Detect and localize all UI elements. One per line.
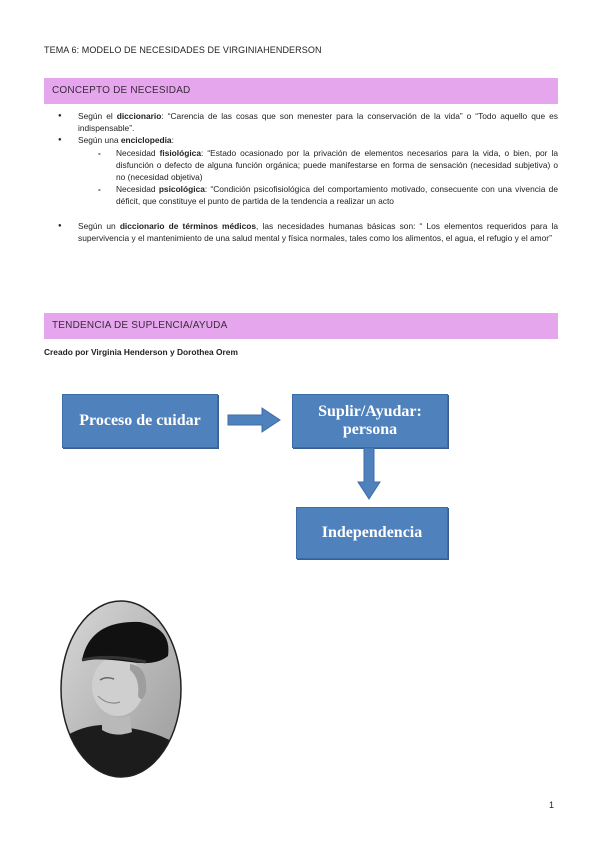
bullet-text: Según el	[78, 111, 117, 121]
bullet-term: diccionario	[116, 111, 162, 121]
diagram-box-suplir-ayudar	[292, 394, 448, 448]
subbullet-psicologica	[44, 183, 558, 207]
arrow-right-icon	[226, 407, 282, 433]
box-label: Suplir/Ayudar:	[318, 403, 422, 420]
bullet-enciclopedia	[44, 134, 558, 146]
section-title: CONCEPTO DE NECESIDAD	[52, 85, 191, 96]
bullet-text: :	[171, 135, 174, 146]
bullet-term: diccionario de términos médicos	[119, 220, 257, 231]
section-tendencia-de-suplencia	[44, 313, 558, 339]
portrait-image	[60, 600, 182, 778]
diagram-box-independencia	[296, 507, 448, 559]
bullet-diccionario	[44, 110, 558, 134]
credit-line: Creado por Virginia Henderson y Dorothea Orem	[44, 347, 238, 357]
bullet-text: , las necesidades humanas básicas son: “ Los elementos requeridos para la supervivencia y el mantenimiento de una salud mental y física normales, tales como los alimentos, el agua, el refugio y el amor”	[78, 220, 559, 243]
bullet-term: fisiológica	[159, 147, 201, 158]
bullet-text: : “Estado ocasionado por la privación de elementos necesarios para la vida, o bien, por la disfunción o defecto de alguna función orgánica; puede manifestarse en forma de sensación (necesidad subjetiva) o no (necesidad objetiva)	[116, 147, 558, 183]
list-spacer	[44, 208, 558, 220]
concepto-bullet-list	[44, 110, 558, 244]
section-concepto-de-necesidad	[44, 78, 558, 104]
bullet-text: Necesidad	[116, 147, 160, 158]
subbullet-fisiologica	[44, 147, 558, 184]
arrow-down-icon	[357, 447, 381, 501]
bullet-diccionario-medico	[44, 220, 558, 244]
section-title: TENDENCIA DE SUPLENCIA/AYUDA	[52, 320, 228, 331]
bullet-text: Necesidad	[116, 184, 159, 195]
bullet-text: : “Carencia de las cosas que son menester para la conservación de la vida” o “Todo aquello que es indispensable”.	[78, 111, 558, 134]
box-label: persona	[342, 421, 398, 438]
bullet-text: Según un	[78, 220, 120, 231]
box-label: Independencia	[321, 524, 423, 541]
bullet-term: psicológica	[158, 184, 205, 195]
bullet-text: Según una	[78, 135, 121, 146]
document-header: TEMA 6: MODELO DE NECESIDADES DE VIRGINIAHENDERSON	[44, 45, 322, 55]
diagram-box-proceso-de-cuidar	[62, 394, 218, 448]
bullet-text: : “Condición psicofisiológica del comportamiento motivado, consecuente con una vivencia de déficit, que constituye el punto de partida de la tendencia a realizar un acto	[116, 184, 558, 207]
box-label-group	[318, 403, 422, 439]
page-number: 1	[549, 800, 555, 810]
bullet-term: enciclopedia	[120, 135, 172, 146]
box-label: Proceso de cuidar	[79, 412, 201, 429]
